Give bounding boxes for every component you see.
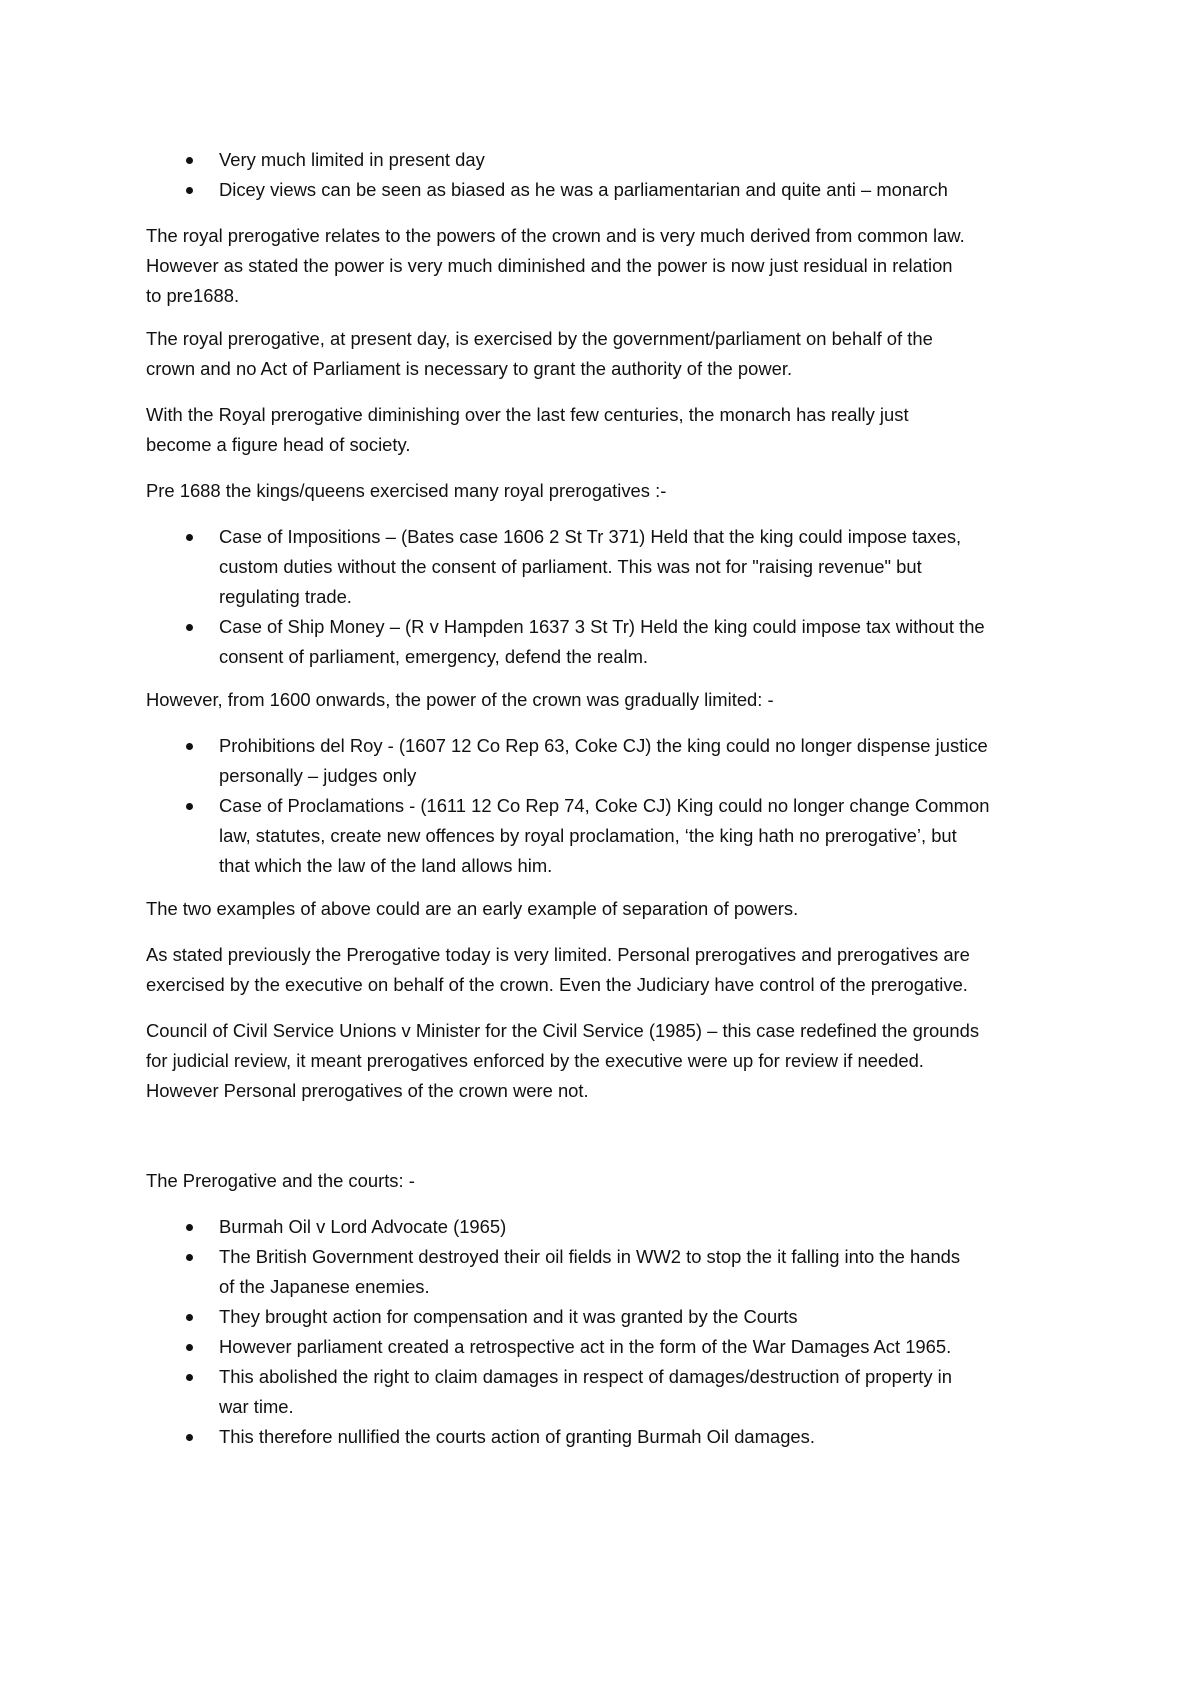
- paragraph: Pre 1688 the kings/queens exercised many royal prerogatives :-: [146, 480, 667, 501]
- bullet-icon: [186, 803, 193, 810]
- bullet-icon: [186, 1434, 193, 1441]
- paragraph: However, from 1600 onwards, the power of the crown was gradually limited: -: [146, 689, 774, 710]
- list-item: Prohibitions del Roy - (1607 12 Co Rep 63, Coke CJ) the king could no longer dispense justice personally – judges only: [146, 731, 1076, 791]
- list-item: Dicey views can be seen as biased as he was a parliamentarian and quite anti – monarch: [146, 175, 1076, 205]
- paragraph: With the Royal prerogative diminishing over the last few centuries, the monarch has really just become a figure head of society.: [146, 404, 909, 455]
- bullet-list: [146, 731, 1076, 881]
- paragraph: As stated previously the Prerogative today is very limited. Personal prerogatives and prerogatives are exercised by the executive on behalf of the crown. Even the Judiciary have control of the prerogative.: [146, 944, 970, 995]
- bullet-icon: [186, 187, 193, 194]
- list-item: Burmah Oil v Lord Advocate (1965): [146, 1212, 1076, 1242]
- list-item: Very much limited in present day: [146, 145, 1076, 175]
- paragraph: Council of Civil Service Unions v Minister for the Civil Service (1985) – this case redefined the grounds for judicial review, it meant prerogatives enforced by the executive were up for review if needed. However Personal prerogatives of the crown were not.: [146, 1020, 980, 1101]
- bullet-icon: [186, 1344, 193, 1351]
- list-item: Case of Ship Money – (R v Hampden 1637 3 St Tr) Held the king could impose tax without the consent of parliament, emergency, defend the realm.: [146, 612, 1076, 672]
- paragraph: The two examples of above could are an early example of separation of powers.: [146, 898, 799, 919]
- paragraph: The royal prerogative relates to the powers of the crown and is very much derived from common law. However as stated the power is very much diminished and the power is now just residual in relation to pre1688.: [146, 225, 965, 306]
- bullet-list: [146, 1212, 1076, 1452]
- bullet-list: [146, 522, 1076, 672]
- list-item: Case of Proclamations - (1611 12 Co Rep 74, Coke CJ) King could no longer change Common law, statutes, create new offences by royal proclamation, ‘the king hath no prerogative’, but that which the law of the land allows him.: [146, 791, 1076, 881]
- bullet-icon: [186, 157, 193, 164]
- bullet-icon: [186, 534, 193, 541]
- list-item: Case of Impositions – (Bates case 1606 2 St Tr 371) Held that the king could impose taxes, custom duties without the consent of parliament. This was not for "raising revenue" but regulating trade.: [146, 522, 1076, 612]
- section-heading: The Prerogative and the courts: -: [146, 1170, 415, 1191]
- list-item: This therefore nullified the courts action of granting Burmah Oil damages.: [146, 1422, 1076, 1452]
- paragraph: The royal prerogative, at present day, is exercised by the government/parliament on behalf of the crown and no Act of Parliament is necessary to grant the authority of the power.: [146, 328, 933, 379]
- bullet-icon: [186, 624, 193, 631]
- list-item: This abolished the right to claim damages in respect of damages/destruction of property in war time.: [146, 1362, 1076, 1422]
- bullet-icon: [186, 743, 193, 750]
- bullet-icon: [186, 1374, 193, 1381]
- list-item: They brought action for compensation and it was granted by the Courts: [146, 1302, 1076, 1332]
- bullet-icon: [186, 1254, 193, 1261]
- bullet-icon: [186, 1224, 193, 1231]
- bullet-icon: [186, 1314, 193, 1321]
- list-item: The British Government destroyed their oil fields in WW2 to stop the it falling into the hands of the Japanese enemies.: [146, 1242, 1076, 1302]
- bullet-list: [146, 145, 1076, 205]
- list-item: However parliament created a retrospective act in the form of the War Damages Act 1965.: [146, 1332, 1076, 1362]
